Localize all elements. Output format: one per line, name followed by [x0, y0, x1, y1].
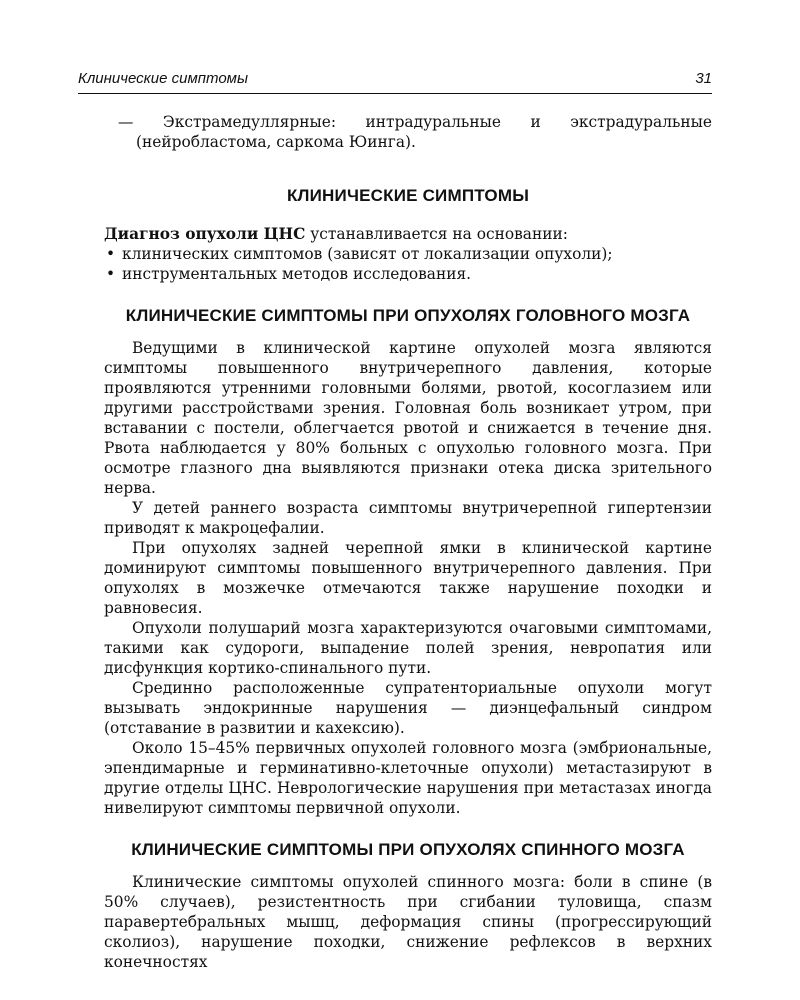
paragraph: При опухолях задней черепной ямки в клинической картине доминируют симптомы повышенного внутричерепного давления. При опухолях в мозжечке отмечаются также нарушение походки и равновесия. [104, 539, 712, 617]
list-item: • инструментальных методов исследования. [104, 264, 712, 284]
paragraph: Опухоли полушарий мозга характеризуются очаговыми симптомами, такими как судороги, выпадение полей зрения, невропатия или дисфункция кортико-спинального пути. [104, 619, 712, 677]
page-body [104, 112, 712, 972]
diagnosis-statement [104, 224, 712, 244]
page-number: 31 [695, 70, 712, 87]
header-rule [78, 93, 712, 94]
paragraph: Срединно расположенные супратенториальные опухоли могут вызывать эндокринные нарушения — диэнцефальный синдром (отставание в развитии и кахексию). [104, 679, 712, 737]
diagnosis-rest: устанавливается на основании: [305, 225, 568, 243]
extramedullary-list-item: — Экстрамедуллярные: интрадуральные и экстрадуральные (нейробластома, саркома Юинга). [118, 113, 712, 151]
section-heading-spinal-tumors: КЛИНИЧЕСКИЕ СИМПТОМЫ ПРИ ОПУХОЛЯХ СПИННОГО МОЗГА [131, 840, 685, 859]
running-title: Клинические симптомы [78, 70, 248, 87]
diagnosis-basis-list [104, 244, 712, 284]
paragraph: Клинические симптомы опухолей спинного мозга: боли в спине (в 50% случаев), резистентность при сгибании туловища, спазм паравертебральных мышц, деформация спины (прогрессирующий сколиоз), нарушение походки, снижение рефлексов в верхних конечностях [104, 873, 712, 971]
list-item: • клинических симптомов (зависят от локализации опухоли); [104, 244, 712, 264]
diagnosis-term: Диагноз опухоли ЦНС [104, 225, 306, 243]
section-heading-clinical-symptoms: КЛИНИЧЕСКИЕ СИМПТОМЫ [286, 186, 530, 205]
paragraph: Ведущими в клинической картине опухолей мозга являются симптомы повышенного внутричерепного давления, которые проявляются утренними головными болями, рвотой, косоглазием или другими расстройствами зрения. Головная боль возникает утром, при вставании с постели, облегчается рвотой и снижается в течение дня. Рвота наблюдается у 80% больных с опухолью головного мозга. При осмотре глазного дна выявляются признаки отека диска зрительного нерва. [104, 339, 712, 497]
paragraph: У детей раннего возраста симптомы внутричерепной гипертензии приводят к макроцефалии. [104, 499, 712, 537]
section-heading-brain-tumors: КЛИНИЧЕСКИЕ СИМПТОМЫ ПРИ ОПУХОЛЯХ ГОЛОВНОГО МОЗГА [125, 306, 691, 325]
paragraph: Около 15–45% первичных опухолей головного мозга (эмбриональные, эпендимарные и герминативно-клеточные опухоли) метастазируют в другие отделы ЦНС. Неврологические нарушения при метастазах иногда нивелируют симптомы первичной опухоли. [104, 739, 712, 817]
running-header [78, 66, 712, 90]
